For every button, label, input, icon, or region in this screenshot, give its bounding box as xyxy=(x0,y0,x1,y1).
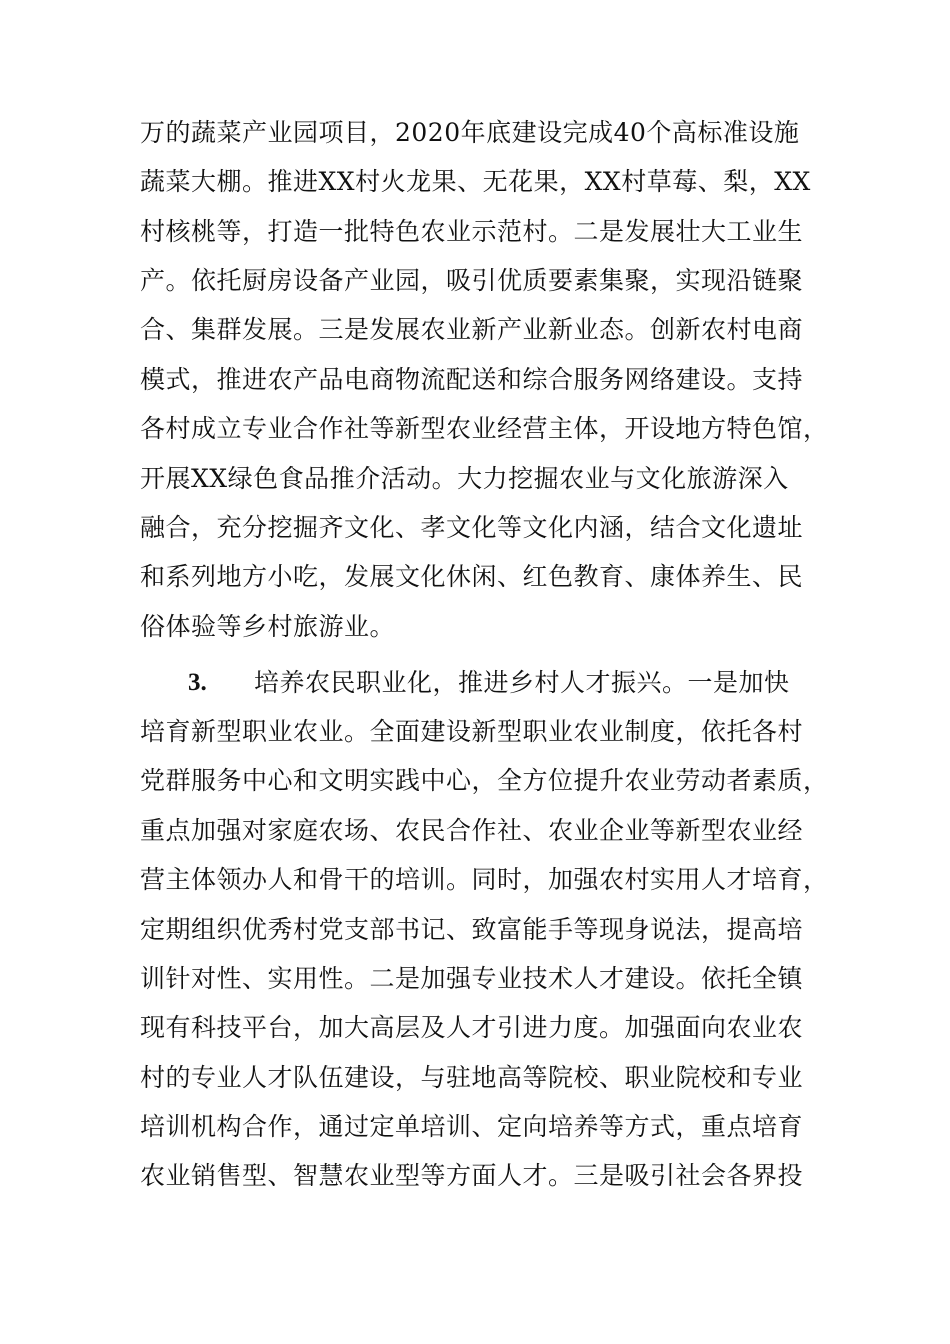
body-text-line: 俗体验等乡村旅游业。 xyxy=(140,612,396,641)
section-heading-line: 培养农民职业化，推进乡村人才振兴。一是加快 xyxy=(254,668,790,697)
body-text-line: 村的专业人才队伍建设，与驻地高等院校、职业院校和专业 xyxy=(140,1063,804,1092)
body-text-line: 训针对性、实用性。二是加强专业技术人才建设。依托全镇 xyxy=(140,964,804,993)
body-text-line: 现有科技平台，加大高层及人才引进力度。加强面向农业农 xyxy=(140,1013,804,1042)
body-text-line: 合、集群发展。三是发展农业新产业新业态。创新农村电商 xyxy=(140,315,804,344)
body-text-line: 开展XX绿色食品推介活动。大力挖掘农业与文化旅游深入 xyxy=(140,464,789,493)
body-text-line: 培育新型职业农业。全面建设新型职业农业制度，依托各村 xyxy=(140,717,804,746)
body-text-line: 融合，充分挖掘齐文化、孝文化等文化内涵，结合文化遗址 xyxy=(140,513,804,542)
body-text-line: 重点加强对家庭农场、农民合作社、农业企业等新型农业经 xyxy=(140,816,804,845)
body-text-line: 定期组织优秀村党支部书记、致富能手等现身说法，提高培 xyxy=(140,915,804,944)
section-number: 3. xyxy=(188,669,207,696)
body-text-line: 村核桃等，打造一批特色农业示范村。二是发展壮大工业生 xyxy=(140,217,804,246)
body-text-line: 蔬菜大棚。推进XX村火龙果、无花果，XX村草莓、梨，XX xyxy=(140,167,811,196)
body-text-line: 营主体领办人和骨干的培训。同时，加强农村实用人才培育， xyxy=(140,865,829,894)
body-text-line: 各村成立专业合作社等新型农业经营主体，开设地方特色馆， xyxy=(140,414,829,443)
body-text-line: 党群服务中心和文明实践中心，全方位提升农业劳动者素质， xyxy=(140,766,829,795)
body-text-line: 培训机构合作，通过定单培训、定向培养等方式，重点培育 xyxy=(140,1112,804,1141)
body-text-line: 农业销售型、智慧农业型等方面人才。三是吸引社会各界投 xyxy=(140,1161,804,1190)
body-text-line: 产。依托厨房设备产业园，吸引优质要素集聚，实现沿链聚 xyxy=(140,266,804,295)
body-text-line: 模式，推进农产品电商物流配送和综合服务网络建设。支持 xyxy=(140,365,804,394)
body-text-line: 和系列地方小吃，发展文化休闲、红色教育、康体养生、民 xyxy=(140,562,804,591)
body-text-line: 万的蔬菜产业园项目，2020年底建设完成40个高标准设施 xyxy=(140,118,800,147)
